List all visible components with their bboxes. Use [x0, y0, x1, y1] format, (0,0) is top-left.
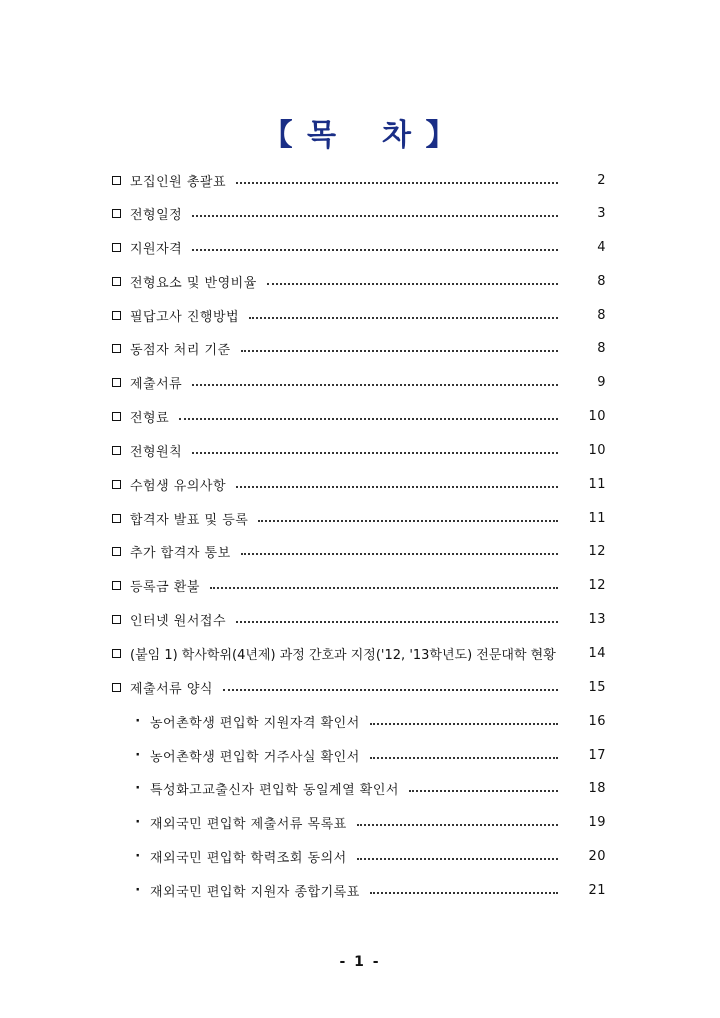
checkbox-icon — [112, 344, 121, 353]
checkbox-icon — [112, 176, 121, 185]
toc-subitem[interactable] — [134, 743, 606, 767]
toc-item[interactable] — [112, 404, 606, 428]
toc-item-label: 전형일정 — [130, 207, 183, 223]
checkbox-icon — [112, 649, 121, 658]
toc-item-label: 지원자격 — [130, 241, 183, 257]
toc-item-label: 추가 합격자 통보 — [130, 545, 231, 561]
toc-subitem-bullet: · — [135, 882, 141, 898]
toc-subitem-page: 20 — [588, 848, 606, 864]
dot-leader — [179, 418, 558, 420]
toc-item-page: 8 — [597, 307, 606, 323]
toc-item[interactable] — [112, 336, 606, 360]
toc-item[interactable] — [112, 641, 606, 665]
checkbox-icon — [112, 412, 121, 421]
toc-subitem-label: 농어촌학생 편입학 거주사실 확인서 — [150, 749, 360, 765]
title-close-bracket: 】 — [425, 118, 458, 153]
toc-item[interactable] — [112, 675, 606, 699]
toc-item-label: 동점자 처리 기준 — [130, 342, 231, 358]
toc-subitem-bullet: · — [135, 780, 141, 796]
toc-subitem-bullet: · — [135, 848, 141, 864]
toc-subitem-bullet: · — [135, 713, 141, 729]
toc-subitem-bullet: · — [135, 814, 141, 830]
toc-item[interactable] — [112, 438, 606, 462]
toc-subitem[interactable] — [134, 878, 606, 902]
toc-item-label: 필답고사 진행방법 — [130, 309, 240, 325]
checkbox-icon — [112, 277, 121, 286]
dot-leader — [192, 452, 558, 454]
checkbox-icon — [112, 209, 121, 218]
checkbox-icon — [112, 581, 121, 590]
toc-item-label: 제출서류 양식 — [130, 681, 213, 697]
toc-item[interactable] — [112, 472, 606, 496]
toc-subitem-page: 21 — [588, 882, 606, 898]
dot-leader — [258, 520, 558, 522]
toc-subitem-page: 17 — [588, 747, 606, 763]
toc-item-page: 10 — [588, 408, 606, 424]
checkbox-icon — [112, 683, 121, 692]
toc-item[interactable] — [112, 201, 606, 225]
toc-item-label: 전형료 — [130, 410, 170, 426]
checkbox-icon — [112, 243, 121, 252]
toc-subitem-page: 19 — [588, 814, 606, 830]
title-open-bracket: 【 — [262, 118, 295, 153]
toc-item-label: 모집인원 총괄표 — [130, 174, 227, 190]
toc-subitem-label: 재외국민 편입학 학력조회 동의서 — [150, 850, 347, 866]
dot-leader — [370, 892, 558, 894]
dot-leader — [223, 689, 558, 691]
dot-leader — [241, 350, 558, 352]
toc-item-page: 3 — [597, 205, 606, 221]
dot-leader — [236, 182, 558, 184]
title-word-2: 차 — [382, 118, 413, 153]
toc-item-page: 11 — [588, 476, 606, 492]
toc-item-page: 13 — [588, 611, 606, 627]
toc-item-label: 인터넷 원서접수 — [130, 613, 227, 629]
title-word-1: 목 — [307, 118, 338, 153]
toc-item-page: 15 — [588, 679, 606, 695]
toc-subitem-label: 재외국민 편입학 지원자 종합기록표 — [150, 884, 360, 900]
toc-subitem-page: 16 — [588, 713, 606, 729]
page-number-footer: - 1 - — [339, 954, 381, 970]
checkbox-icon — [112, 311, 121, 320]
toc-item-label: 전형원칙 — [130, 444, 183, 460]
toc-item[interactable] — [112, 303, 606, 327]
dot-leader — [267, 283, 558, 285]
page-title — [0, 110, 720, 154]
dot-leader — [192, 384, 558, 386]
dot-leader — [192, 215, 558, 217]
toc-item[interactable] — [112, 607, 606, 631]
dot-leader — [370, 757, 558, 759]
toc-item-page: 11 — [588, 510, 606, 526]
toc-item-page: 2 — [597, 172, 606, 188]
toc-subitem[interactable] — [134, 709, 606, 733]
toc-item-label: 등록금 환불 — [130, 579, 200, 595]
toc-item-label: (붙임 1) 학사학위(4년제) 과정 간호과 지정('12, '13학년도) 전문대학 현황 — [130, 647, 556, 663]
toc-item[interactable] — [112, 168, 606, 192]
toc-item-page: 12 — [588, 577, 606, 593]
dot-leader — [241, 553, 558, 555]
toc-subitem-page: 18 — [588, 780, 606, 796]
toc-subitem-bullet: · — [135, 747, 141, 763]
toc-item[interactable] — [112, 269, 606, 293]
toc-item-label: 전형요소 및 반영비율 — [130, 275, 257, 291]
toc-item[interactable] — [112, 573, 606, 597]
dot-leader — [560, 655, 566, 657]
dot-leader — [409, 790, 558, 792]
dot-leader — [357, 858, 558, 860]
toc-item[interactable] — [112, 370, 606, 394]
checkbox-icon — [112, 378, 121, 387]
checkbox-icon — [112, 446, 121, 455]
toc-item-label: 수험생 유의사항 — [130, 478, 227, 494]
toc-subitem[interactable] — [134, 810, 606, 834]
toc-item-page: 4 — [597, 239, 606, 255]
dot-leader — [370, 723, 558, 725]
toc-item-page: 12 — [588, 543, 606, 559]
toc-item-page: 10 — [588, 442, 606, 458]
toc-item-page: 14 — [588, 645, 606, 661]
toc-subitem[interactable] — [134, 776, 606, 800]
checkbox-icon — [112, 514, 121, 523]
toc-item-label: 합격자 발표 및 등록 — [130, 512, 249, 528]
toc-subitem-label: 특성화고교출신자 편입학 동일계열 확인서 — [150, 782, 399, 798]
toc-item[interactable] — [112, 506, 606, 530]
dot-leader — [249, 317, 558, 319]
dot-leader — [210, 587, 558, 589]
toc-item-page: 9 — [597, 374, 606, 390]
checkbox-icon — [112, 480, 121, 489]
checkbox-icon — [112, 547, 121, 556]
checkbox-icon — [112, 615, 121, 624]
dot-leader — [236, 621, 558, 623]
toc-subitem-label: 농어촌학생 편입학 지원자격 확인서 — [150, 715, 360, 731]
toc-item-label: 제출서류 — [130, 376, 183, 392]
toc-item[interactable] — [112, 235, 606, 259]
toc-subitem-label: 재외국민 편입학 제출서류 목록표 — [150, 816, 347, 832]
toc-item[interactable] — [112, 539, 606, 563]
toc-item-page: 8 — [597, 273, 606, 289]
toc-subitem[interactable] — [134, 844, 606, 868]
dot-leader — [192, 249, 558, 251]
dot-leader — [357, 824, 558, 826]
toc-item-page: 8 — [597, 340, 606, 356]
dot-leader — [236, 486, 558, 488]
